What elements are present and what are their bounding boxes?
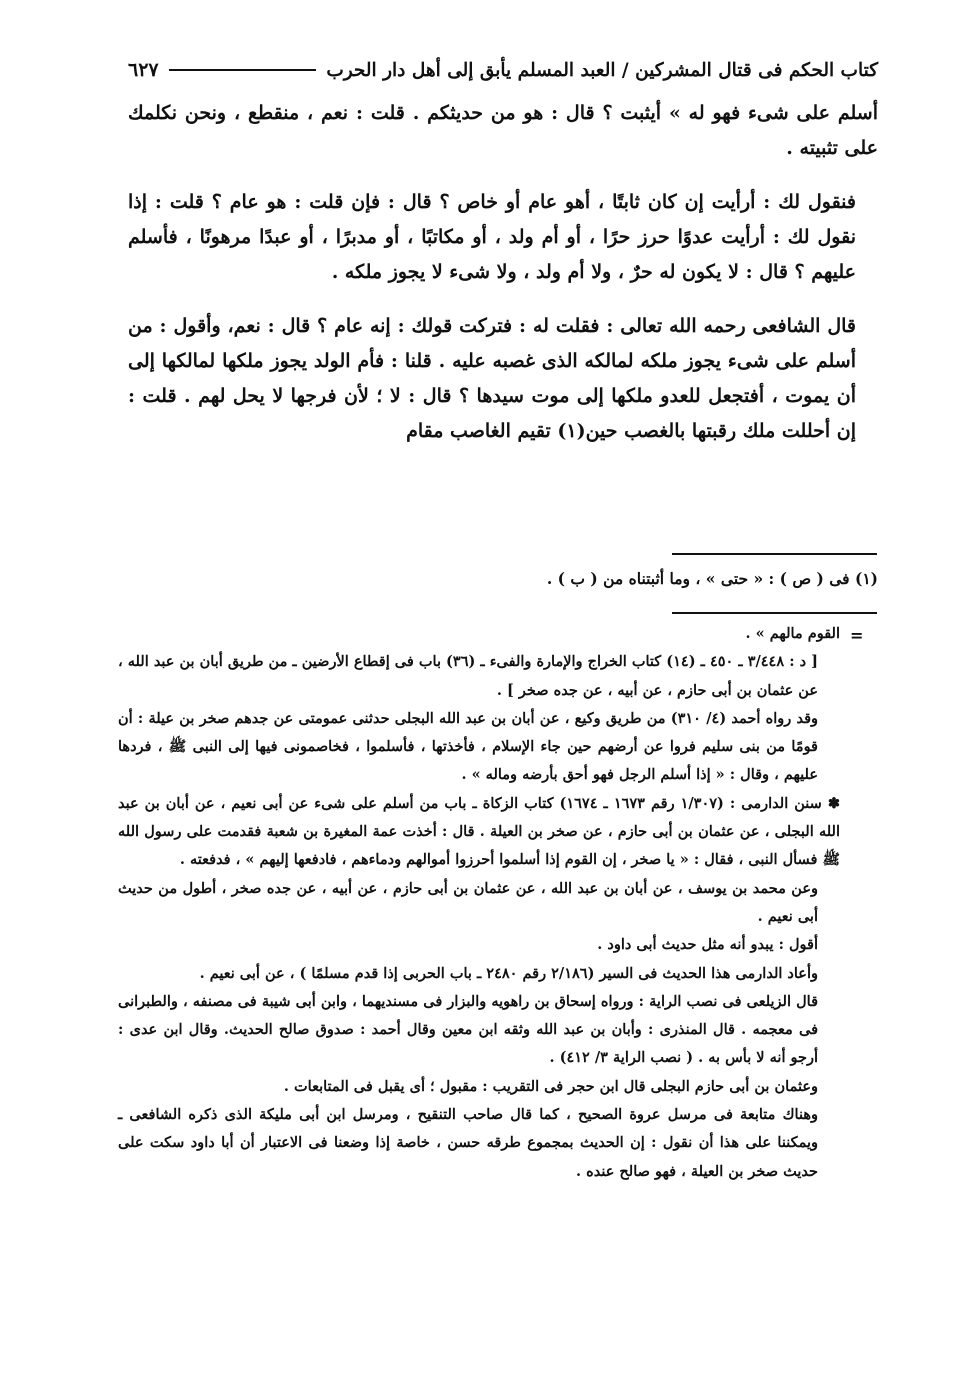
- footnote-divider: [672, 553, 877, 555]
- note-paragraph: القوم مالهم » .: [745, 625, 840, 642]
- continuation-mark: =: [850, 626, 864, 645]
- note-paragraph: [ د : ٣/٤٤٨ ـ ٤٥٠ ـ (١٤) كتاب الخراج والإمارة والفىء ـ (٣٦) باب فى إقطاع الأرضين ـ من طريق أبان بن عبد الله ، عن عثمان بن أبى حازم ، عن أبيه ، عن جده صخر ] .: [118, 653, 818, 699]
- running-header: [128, 52, 878, 88]
- notes-divider: [672, 612, 877, 614]
- note-paragraph: قال الزيلعى فى نصب الراية : ورواه إسحاق بن راهويه والبزار فى مسنديهما ، وابن أبى شيبة فى مصنفه ، والطبرانى فى معجمه . قال المنذرى : وأبان بن عبد الله وثقه ابن معين وقال أحمد : صدوق صالح الحديث. وقال ابن عدى : أرجو أنه لا بأس به . ( نصب الراية ٣/ ٤١٢) .: [118, 992, 818, 1067]
- commentary-notes: [118, 620, 840, 1186]
- body-paragraph-1: أسلم على شىء فهو له » أيثبت ؟ قال : هو من حديثكم . قلت : نعم ، منقطع ، ونحن نكلمك على تثبيته .: [128, 102, 878, 159]
- note-paragraph: وهناك متابعة فى مرسل عروة الصحيح ، كما قال صاحب التنقيح ، ومرسل ابن أبى مليكة الذى ذكره الشافعى ـ ويمكننا على هذا أن نقول : إن الحديث بمجموع طرقه حسن ، خاصة إذا وضعنا فى الاعتبار أن أبا داود سكت على حديث صخر بن العيلة ، فهو صالح عنده .: [118, 1106, 818, 1180]
- note-paragraph: وعثمان بن أبى حازم البجلى قال ابن حجر فى التقريب : مقبول ؛ أى يقبل فى المتابعات .: [283, 1077, 818, 1095]
- main-text: [128, 96, 878, 468]
- footnote: (١) فى ( ص ) : « حتى » ، وما أثبتناه من ( ب ) .: [546, 569, 878, 588]
- page-number: ٦٢٧: [128, 59, 159, 81]
- body-paragraph-3: قال الشافعى رحمه الله تعالى : فقلت له : فتركت قولك : إنه عام ؟ قال : نعم، وأقول : من أسلم على شىء يجوز ملكه لمالكه الذى غصبه عليه . قلنا : فأم الولد يجوز ملكها لمالكها إلى أن يموت ، أفتجعل للعدو ملكها إلى موت سيدها ؟ قال : لا ؛ لأن فرجها لا يحل لهم . قلت : إن أحللت ملك رقبتها بالغصب حين(١) تقيم الغاصب مقام: [128, 315, 856, 442]
- note-paragraph: أقول : يبدو أنه مثل حديث أبى داود .: [597, 936, 818, 954]
- note-paragraph: وأعاد الدارمى هذا الحديث فى السير (٢/١٨٦ رقم ٢٤٨٠ ـ باب الحربى إذا قدم مسلمًا ) ، عن أبى نعيم .: [199, 964, 818, 982]
- note-paragraph: ✽ سنن الدارمى : (١/٣٠٧ رقم ١٦٧٣ ـ ١٦٧٤) كتاب الزكاة ـ باب من أسلم على شىء عن أبى نعيم ، عن أبان بن عبد الله البجلى ، عن عثمان بن أبى حازم ، عن صخر بن العيلة . قال : أخذت عمة المغيرة بن شعبة فقدمت على رسول الله ﷺ فسأل النبى ، فقال : « يا صخر ، إن القوم إذا أسلموا أحرزوا أموالهم ودماءهم ، فادفعها إليهم » ، فدفعته .: [118, 794, 840, 869]
- note-paragraph: وعن محمد بن يوسف ، عن أبان بن عبد الله ، عن عثمان بن أبى حازم ، عن أبيه ، عن جده صخر ، أطول من حديث أبى نعيم .: [118, 879, 818, 925]
- body-paragraph-2: فنقول لك : أرأيت إن كان ثابتًا ، أهو عام أو خاص ؟ قال : فإن قلت : هو عام ؟ قلت : إذا نقول لك : أرأيت عدوًا حرز حرًا ، أو أم ولد ، أو مكاتبًا ، أو مدبرًا ، أو عبدًا مرهونًا ، فأسلم عليهم ؟ قال : لا يكون له حرٌ ، ولا أم ولد ، ولا شىء لا يجوز ملكه .: [128, 191, 856, 283]
- note-paragraph: وقد رواه أحمد (٤/ ٣١٠) من طريق وكيع ، عن أبان بن عبد الله البجلى حدثنى عمومتى عن جدهم صخر بن عيلة : أن قومًا من بنى سليم فروا عن أرضهم حين جاء الإسلام ، فأخذتها ، فأسلموا ، فخاصمونى فيها إلى النبى ﷺ ، فردها عليهم ، وقال : « إذا أسلم الرجل فهو أحق بأرضه وماله » .: [118, 709, 818, 784]
- header-title: كتاب الحكم فى قتال المشركين / العبد المسلم يأبق إلى أهل دار الحرب: [326, 59, 878, 81]
- header-rule: [169, 69, 317, 71]
